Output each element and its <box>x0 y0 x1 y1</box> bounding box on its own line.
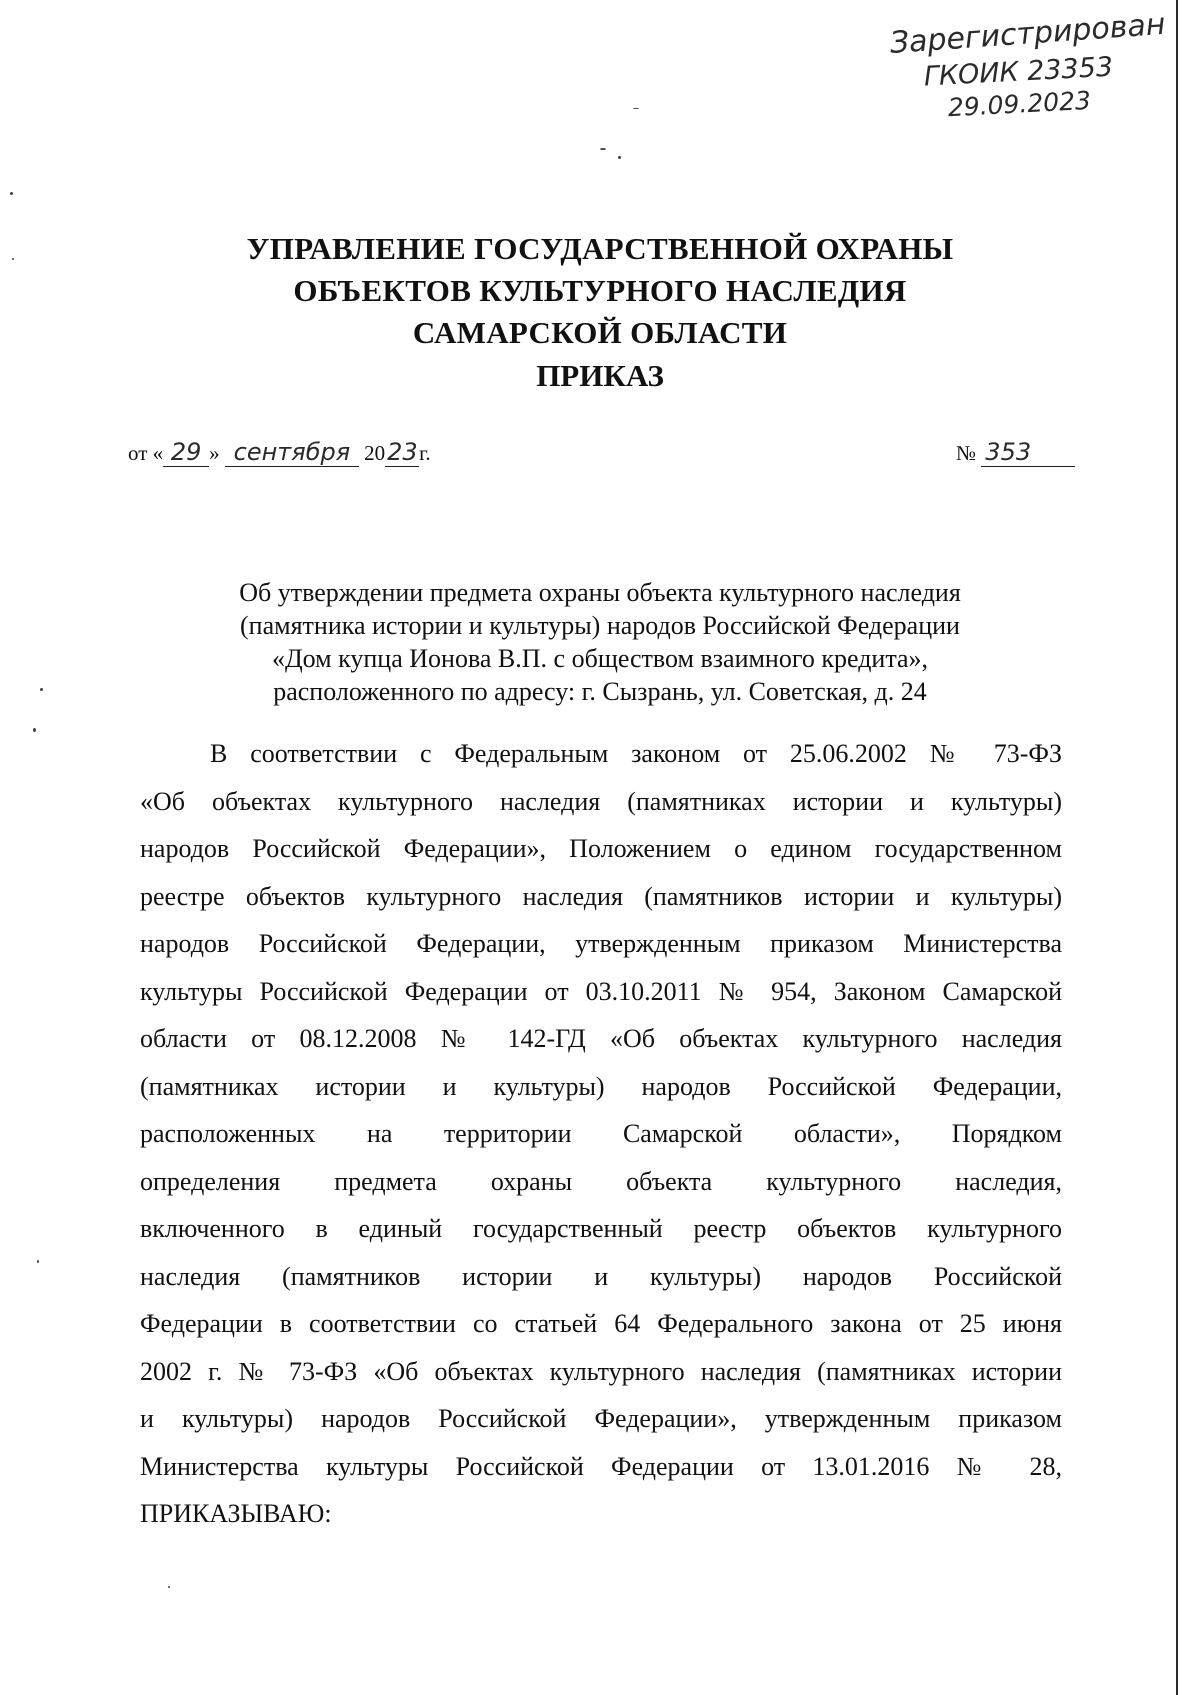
note-line-1: Зарегистрирован <box>888 10 1167 62</box>
body-line: определения предмета охраны объекта культурного наследия, <box>140 1166 1062 1196</box>
date-prefix: от « <box>128 441 164 465</box>
body-line: народов Российской Федерации», Положением о едином государственном <box>140 834 1062 863</box>
order-number <box>956 438 1075 467</box>
date-mid: » <box>209 441 220 465</box>
scan-speck <box>33 728 36 732</box>
order-subject <box>0 576 1200 708</box>
date-year: 23 <box>387 438 418 466</box>
subject-line: Об утверждении предмета охраны объекта культурного наследия <box>239 578 961 607</box>
authority-line-1: УПРАВЛЕНИЕ ГОСУДАРСТВЕННОЙ ОХРАНЫ <box>246 231 954 266</box>
date-suffix: г. <box>419 441 431 465</box>
body-line: Министерства культуры Российской Федерации от 13.01.2016 № 28, <box>140 1451 1062 1481</box>
note-line-2: ГКОИК 23353 <box>923 51 1114 93</box>
date-day: 29 <box>163 438 209 467</box>
body-line: расположенных на территории Самарской области», Порядком <box>140 1119 1062 1148</box>
number-prefix: № <box>956 441 977 465</box>
number-value: 353 <box>981 438 1075 467</box>
scan-speck <box>618 156 621 159</box>
body-line: Федерации в соответствии со статьей 64 Федерального закона от 25 июня <box>140 1309 1062 1338</box>
body-line: наследия (памятников истории и культуры) народов Российской <box>140 1261 1062 1291</box>
body-line: области от 08.12.2008 № 142-ГД «Об объектах культурного наследия <box>140 1024 1062 1053</box>
scan-speck <box>168 1586 170 1588</box>
date-century: 20 <box>364 441 386 465</box>
scan-speck <box>10 192 13 195</box>
body-line: включенного в единый государственный реестр объектов культурного <box>140 1214 1062 1243</box>
body-line: народов Российской Федерации, утвержденным приказом Министерства <box>140 929 1062 958</box>
body-line: 2002 г. № 73-ФЗ «Об объектах культурного наследия (памятниках истории <box>140 1356 1062 1386</box>
note-line-3: 29.09.2023 <box>947 85 1092 120</box>
authority-line-3: САМАРСКОЙ ОБЛАСТИ <box>412 315 788 350</box>
authority-line-2: ОБЪЕКТОВ КУЛЬТУРНОГО НАСЛЕДИЯ <box>293 273 907 308</box>
body-line-order-word: ПРИКАЗЫВАЮ: <box>140 1499 332 1528</box>
issuing-authority <box>0 228 1200 354</box>
scan-speck <box>600 148 606 150</box>
subject-line: расположенного по адресу: г. Сызрань, ул. Советская, д. 24 <box>273 677 927 706</box>
date-month: сентября <box>225 438 359 467</box>
body-line: (памятниках истории и культуры) народов Российской Федерации, <box>140 1071 1062 1101</box>
body-line: культуры Российской Федерации от 03.10.2011 № 954, Законом Самарской <box>140 976 1062 1006</box>
subject-line: (памятника истории и культуры) народов Российской Федерации <box>240 611 960 640</box>
body-line: реестре объектов культурного наследия (памятников истории и культуры) <box>140 881 1062 911</box>
scan-speck <box>37 1260 39 1263</box>
document-type-title: ПРИКАЗ <box>536 358 664 393</box>
handwritten-registration-note <box>880 10 1170 120</box>
body-line: «Об объектах культурного наследия (памятниках истории и культуры) <box>140 786 1062 816</box>
subject-line: «Дом купца Ионова В.П. с обществом взаимного кредита», <box>271 644 929 673</box>
scan-speck <box>633 108 639 109</box>
order-date <box>128 438 431 467</box>
body-line: В соответствии с Федеральным законом от 25.06.2002 № 73-ФЗ <box>210 739 1062 768</box>
order-body-paragraph <box>140 730 1062 1538</box>
body-line: и культуры) народов Российской Федерации», утвержденным приказом <box>140 1404 1062 1433</box>
